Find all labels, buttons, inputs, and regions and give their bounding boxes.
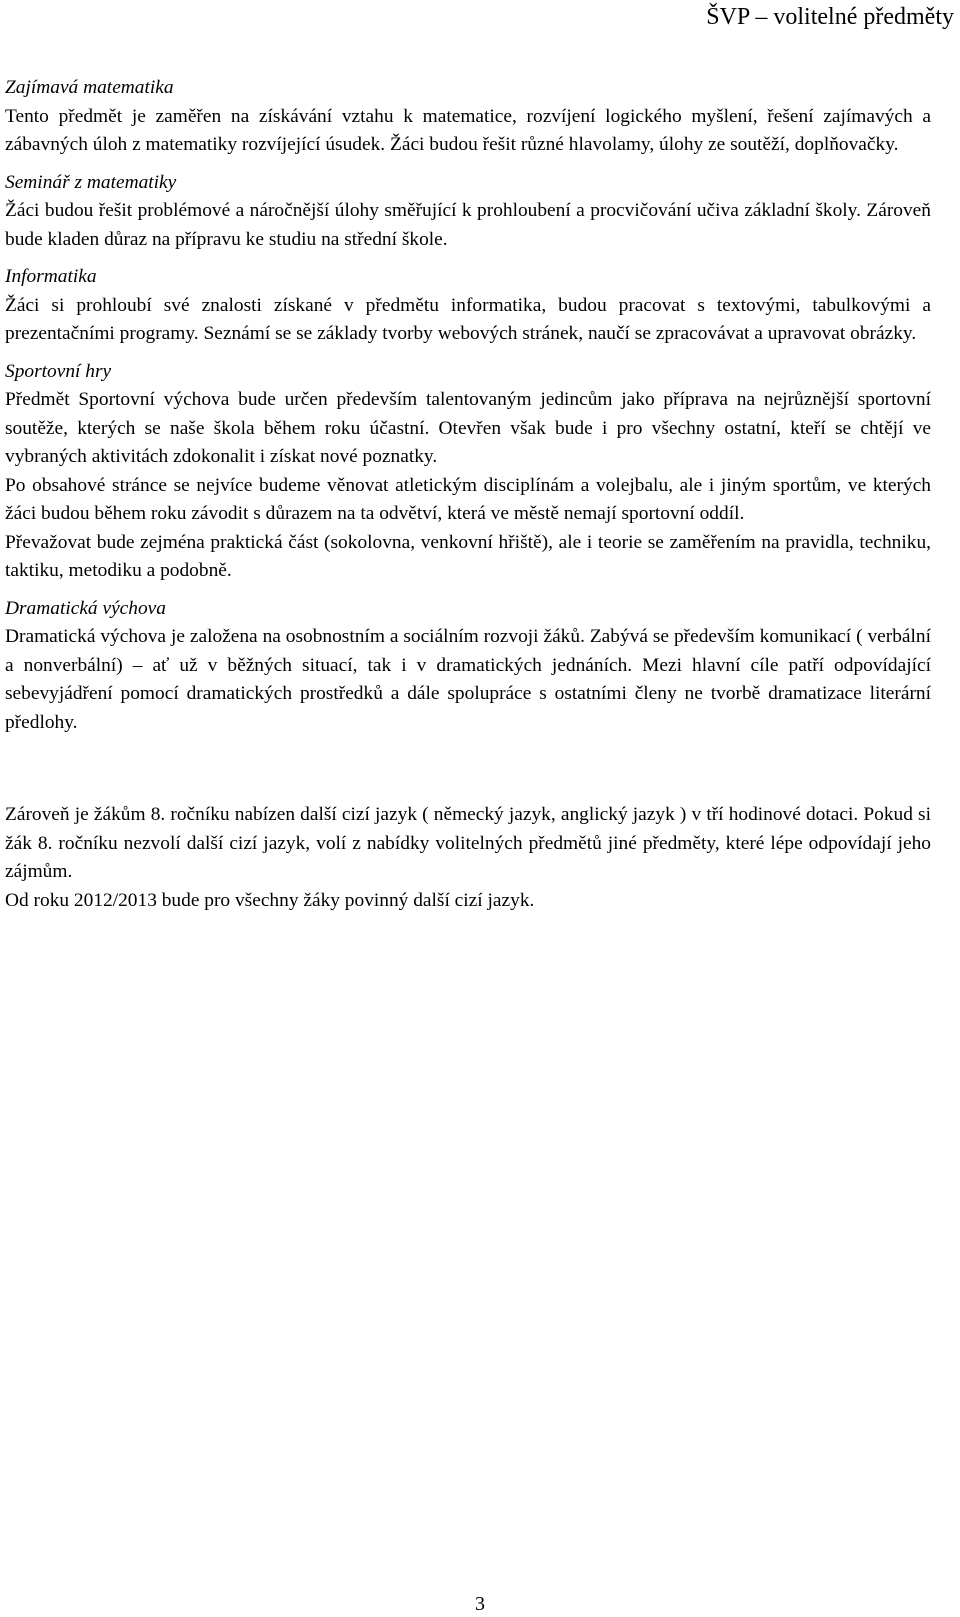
- page-number: 3: [475, 1593, 485, 1615]
- section-informatika: [5, 263, 931, 349]
- section-paragraph: Žáci si prohloubí své znalosti získané v předmětu informatika, budou pracovat s textovými, tabulkovými a prezentačními programy. Seznámí se se základy tvorby webových stránek, naučí se zpracovávat a upravovat obrázky.: [5, 294, 931, 344]
- section-title: Informatika: [5, 266, 97, 287]
- section-paragraph: Žáci budou řešit problémové a náročnější úlohy směřující k prohloubení a procvičování učiva základní školy. Zároveň bude kladen důraz na přípravu ke studiu na střední škole.: [5, 200, 931, 250]
- section-dramaticka-vychova: [5, 595, 931, 738]
- section-zajimava-matematika: [5, 74, 931, 160]
- closing-paragraph: Zároveň je žákům 8. ročníku nabízen další cizí jazyk ( německý jazyk, anglický jazyk ) v tří hodinové dotaci. Pokud si žák 8. ročníku nezvolí další cizí jazyk, volí z nabídky volitelných předmětů jiné předměty, které lépe odpovídají jeho zájmům.: [5, 804, 931, 882]
- section-paragraph: Převažovat bude zejména praktická část (sokolovna, venkovní hřiště), ale i teorie se zaměřením na pravidla, techniku, taktiku, metodiku a podobně.: [5, 531, 931, 581]
- closing-paragraph: Od roku 2012/2013 bude pro všechny žáky povinný další cizí jazyk.: [5, 889, 535, 911]
- section-paragraph: Po obsahové stránce se nejvíce budeme věnovat atletickým disciplínám a volejbalu, ale i jiným sportům, ve kterých žáci budou během roku závodit s důrazem na ta odvětví, která ve městě nemají sportovní oddíl.: [5, 474, 931, 524]
- section-title: Dramatická výchova: [5, 597, 166, 619]
- section-sportovni-hry: [5, 358, 931, 586]
- section-title: Sportovní hry: [5, 360, 112, 382]
- closing-notes: [5, 801, 931, 915]
- page-content: [5, 74, 931, 915]
- section-paragraph: Předmět Sportovní výchova bude určen především talentovaným jedincům jako příprava na nejrůznější sportovní soutěže, kterých se naše škola během roku účastní. Otevřen však bude i pro všechny ostatní, kteří se chtějí ve vybraných aktivitách zdokonalit i získat nové poznatky.: [5, 389, 931, 467]
- spacer: [5, 746, 931, 801]
- section-title: Zajímavá matematika: [5, 77, 174, 98]
- section-paragraph: Tento předmět je zaměřen na získávání vztahu k matematice, rozvíjení logického myšlení, řešení zajímavých a zábavných úloh z matematiky rozvíjející úsudek. Žáci budou řešit různé hlavolamy, úlohy ze soutěží, doplňovačky.: [5, 105, 931, 155]
- section-title: Seminář z matematiky: [5, 171, 177, 193]
- section-seminar-z-matematiky: [5, 169, 931, 255]
- section-paragraph: Dramatická výchova je založena na osobnostním a sociálním rozvoji žáků. Zabývá se především komunikací ( verbální a nonverbální) – ať už v běžných situací, tak i v dramatických jednáních. Mezi hlavní cíle patří odpovídající sebevyjádření pomocí dramatických prostředků a dále spolupráce s ostatními členy ne tvorbě dramatizace literární předlohy.: [5, 626, 931, 733]
- running-header: ŠVP – volitelné předměty: [706, 4, 954, 30]
